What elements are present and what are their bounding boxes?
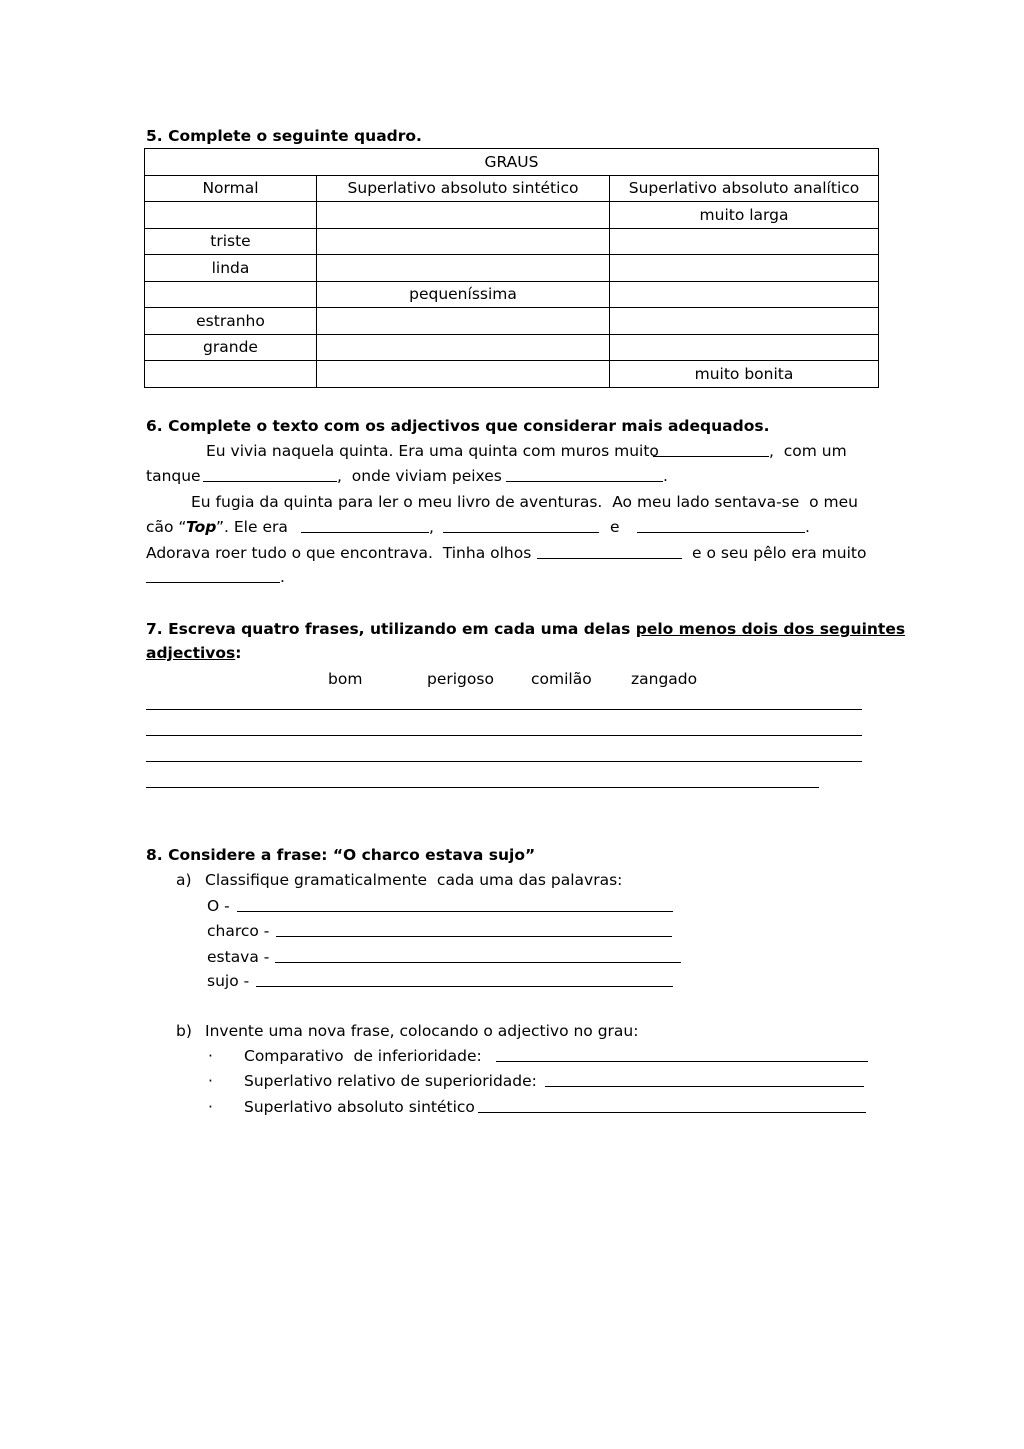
word-estava: estava -	[207, 948, 270, 966]
q6-text-line1: Eu vivia naquela quinta. Era uma quinta com muros muito	[206, 442, 659, 460]
table-cell[interactable]: grande	[145, 334, 317, 361]
blank-olhos[interactable]	[537, 558, 682, 559]
table-row	[145, 361, 879, 388]
table-cell[interactable]	[145, 361, 317, 388]
table-caption: GRAUS	[145, 149, 879, 176]
blank-superlativo-sintetico[interactable]	[478, 1112, 866, 1113]
header-analitico: Superlativo absoluto analítico	[610, 175, 879, 202]
bullet-icon: ·	[208, 1072, 213, 1090]
graus-table	[144, 148, 879, 388]
table-cell[interactable]	[317, 202, 610, 229]
q7-title-start: 7. Escreva quatro frases, utilizando em cada uma delas	[146, 620, 636, 638]
table-row	[145, 308, 879, 335]
blank-peixes[interactable]	[506, 481, 663, 482]
q8a-text: Classifique gramaticalmente cada uma das palavras:	[205, 871, 623, 889]
adjective-comilao: comilão	[531, 670, 592, 688]
q8a-label: a)	[176, 871, 192, 889]
period: .	[805, 518, 810, 536]
q7-title-underlined-2: adjectivos	[146, 644, 236, 662]
blank-cao-3[interactable]	[637, 532, 805, 533]
table-row	[145, 202, 879, 229]
adjective-zangado: zangado	[631, 670, 698, 688]
table-cell[interactable]	[317, 308, 610, 335]
answer-line-2[interactable]	[146, 735, 862, 736]
q6-text-line2-end: .	[663, 467, 668, 485]
q6-text-line2-mid: , onde viviam peixes	[337, 467, 502, 485]
table-cell[interactable]	[145, 281, 317, 308]
bullet-icon: ·	[208, 1047, 213, 1065]
table-cell[interactable]	[317, 255, 610, 282]
blank-comparativo[interactable]	[496, 1061, 868, 1062]
table-cell[interactable]: triste	[145, 228, 317, 255]
q6-title: 6. Complete o texto com os adjectivos que considerar mais adequados.	[146, 417, 770, 435]
blank-pelo[interactable]	[146, 582, 280, 583]
answer-line-3[interactable]	[146, 761, 862, 762]
blank-word-charco[interactable]	[276, 936, 672, 937]
q6-text-line5: Adorava roer tudo o que encontrava. Tinha olhos	[146, 544, 532, 562]
table-cell[interactable]: muito larga	[610, 202, 879, 229]
table-cell[interactable]	[610, 281, 879, 308]
q6-text-line2: tanque	[146, 467, 201, 485]
table-cell[interactable]	[317, 334, 610, 361]
adjective-perigoso: perigoso	[427, 670, 494, 688]
header-normal: Normal	[145, 175, 317, 202]
conj-e: e	[610, 518, 620, 536]
grau-comparativo: Comparativo de inferioridade:	[244, 1047, 482, 1065]
q6-text-line4-mid: ”. Ele era	[216, 518, 288, 536]
word-charco: charco -	[207, 922, 270, 940]
blank-cao-2[interactable]	[443, 532, 599, 533]
table-cell[interactable]	[610, 308, 879, 335]
table-header-row	[145, 175, 879, 202]
header-sintetico: Superlativo absoluto sintético	[317, 175, 610, 202]
adjective-bom: bom	[328, 670, 363, 688]
q8b-label: b)	[176, 1022, 192, 1040]
table-cell[interactable]: estranho	[145, 308, 317, 335]
q7-title-line2	[146, 643, 241, 663]
q6-text-line6-end: .	[280, 568, 285, 586]
blank-cao-1[interactable]	[301, 532, 429, 533]
answer-line-4[interactable]	[146, 787, 819, 788]
table-row	[145, 334, 879, 361]
table-row	[145, 281, 879, 308]
table-cell[interactable]	[610, 228, 879, 255]
table-cell[interactable]	[317, 361, 610, 388]
table-cell[interactable]	[610, 334, 879, 361]
grau-superlativo-relativo: Superlativo relativo de superioridade:	[244, 1072, 537, 1090]
blank-word-o[interactable]	[237, 911, 673, 912]
blank-word-sujo[interactable]	[256, 986, 673, 987]
comma: ,	[429, 518, 434, 536]
q8b-text: Invente uma nova frase, colocando o adjectivo no grau:	[205, 1022, 639, 1040]
table-cell[interactable]: linda	[145, 255, 317, 282]
q6-text-line1-end: , com um	[769, 442, 847, 460]
blank-tanque[interactable]	[203, 481, 337, 482]
q8-title: 8. Considere a frase: “O charco estava sujo”	[146, 846, 536, 864]
dog-name: Top	[186, 518, 217, 536]
word-sujo: sujo -	[207, 972, 250, 990]
table-caption-row	[145, 149, 879, 176]
blank-superlativo-relativo[interactable]	[545, 1086, 864, 1087]
table-row	[145, 255, 879, 282]
answer-line-1[interactable]	[146, 709, 862, 710]
q5-title: 5. Complete o seguinte quadro.	[146, 127, 422, 145]
q6-text-line5-end: e o seu pêlo era muito	[692, 544, 867, 562]
blank-muros[interactable]	[653, 456, 769, 457]
grau-superlativo-sintetico: Superlativo absoluto sintético	[244, 1098, 475, 1116]
blank-word-estava[interactable]	[275, 962, 681, 963]
q6-text-line3: Eu fugia da quinta para ler o meu livro de aventuras. Ao meu lado sentava-se o meu	[191, 493, 859, 511]
table-cell[interactable]: muito bonita	[610, 361, 879, 388]
table-cell[interactable]: pequeníssima	[317, 281, 610, 308]
word-o: O -	[207, 897, 230, 915]
bullet-icon: ·	[208, 1098, 213, 1116]
q7-title-colon: :	[235, 644, 242, 662]
q7-title	[146, 619, 905, 639]
table-cell[interactable]	[145, 202, 317, 229]
table-cell[interactable]	[317, 228, 610, 255]
q6-text-line4-start: cão “	[146, 518, 187, 536]
q7-title-underlined: pelo menos dois dos seguintes	[635, 620, 906, 638]
table-cell[interactable]	[610, 255, 879, 282]
table-row	[145, 228, 879, 255]
